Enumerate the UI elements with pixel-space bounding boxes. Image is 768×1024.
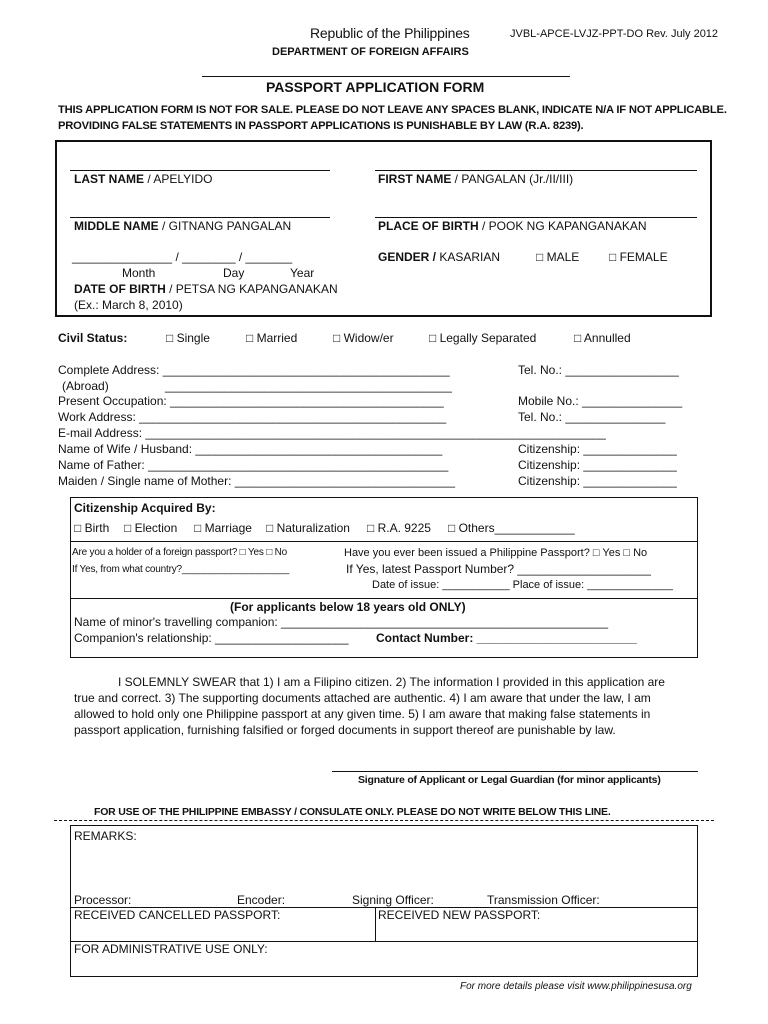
- mother-name-field[interactable]: Maiden / Single name of Mother: _________________________________: [58, 474, 455, 488]
- date-of-birth-example: (Ex.: March 8, 2010): [74, 298, 183, 312]
- date-of-birth-label: DATE OF BIRTH / PETSA NG KAPANGANAKAN: [74, 282, 338, 296]
- last-name-label: LAST NAME / APELYIDO: [74, 172, 213, 186]
- place-of-birth-line[interactable]: [375, 217, 697, 218]
- encoder-label: Encoder:: [237, 893, 286, 907]
- spouse-name-field[interactable]: Name of Wife / Husband: _____________________________________: [58, 442, 443, 456]
- contact-number-field[interactable]: Contact Number: ________________________: [376, 631, 637, 645]
- tel-no-field-1[interactable]: Tel. No.: _________________: [518, 363, 679, 377]
- oath-line-4: passport application, furnishing falsified or forged documents in support thereof are punishable by law.: [74, 723, 616, 737]
- minor-companion-field[interactable]: Name of minor's travelling companion: _________________________________________________: [74, 615, 609, 629]
- oath-line-2: true and correct. 3) The supporting documents attached are authentic. 4) I am aware that under the law, I am: [74, 691, 651, 705]
- married-checkbox[interactable]: □ Married: [246, 331, 298, 345]
- department-heading: DEPARTMENT OF FOREIGN AFFAIRS: [272, 46, 469, 58]
- work-address-field[interactable]: Work Address: ______________________________________________: [58, 410, 447, 424]
- remarks-label: REMARKS:: [74, 829, 137, 843]
- widower-checkbox[interactable]: □ Widow/er: [333, 331, 394, 345]
- document-code: JVBL-APCE-LVJZ-PPT-DO Rev. July 2012: [510, 28, 719, 40]
- date-of-birth-blanks[interactable]: _______________ / ________ / _______: [72, 250, 293, 264]
- processor-label: Processor:: [74, 893, 132, 907]
- month-label: Month: [122, 266, 156, 280]
- father-name-field[interactable]: Name of Father: _____________________________________________: [58, 458, 449, 472]
- signature-caption: Signature of Applicant or Legal Guardian (for minor applicants): [358, 774, 661, 786]
- office-vertical-divider: [375, 907, 376, 941]
- administrative-use-label: FOR ADMINISTRATIVE USE ONLY:: [74, 942, 268, 956]
- gender-label: GENDER / KASARIAN: [378, 250, 501, 264]
- place-of-birth-label: PLACE OF BIRTH / POOK NG KAPANGANAKAN: [378, 219, 647, 233]
- day-label: Day: [223, 266, 245, 280]
- year-label: Year: [290, 266, 315, 280]
- oath-line-1: I SOLEMNLY SWEAR that 1) I am a Filipino citizen. 2) The information I provided in this application are: [118, 675, 665, 689]
- occupation-field[interactable]: Present Occupation: _________________________________________: [58, 394, 444, 408]
- mother-citizenship-field[interactable]: Citizenship: ______________: [518, 474, 677, 488]
- signature-line[interactable]: [332, 771, 698, 772]
- election-checkbox[interactable]: □ Election: [124, 521, 178, 535]
- form-title: PASSPORT APPLICATION FORM: [266, 79, 485, 95]
- cut-line: [54, 820, 714, 821]
- father-citizenship-field[interactable]: Citizenship: ______________: [518, 458, 677, 472]
- transmission-officer-label: Transmission Officer:: [487, 893, 600, 907]
- civil-status-label: Civil Status:: [58, 331, 128, 345]
- annulled-checkbox[interactable]: □ Annulled: [574, 331, 631, 345]
- received-new-passport-label: RECEIVED NEW PASSPORT:: [378, 908, 541, 922]
- date-place-of-issue-field[interactable]: Date of issue: ___________ Place of issue: ______________: [372, 579, 673, 591]
- marriage-checkbox[interactable]: □ Marriage: [194, 521, 252, 535]
- minor-section-title: (For applicants below 18 years old ONLY): [230, 600, 466, 614]
- legally-separated-checkbox[interactable]: □ Legally Separated: [429, 331, 537, 345]
- citizenship-acquired-title: Citizenship Acquired By:: [74, 501, 216, 515]
- companion-relationship-field[interactable]: Companion's relationship: ____________________: [74, 631, 349, 645]
- male-checkbox[interactable]: □ MALE: [536, 250, 580, 264]
- abroad-label: (Abroad): [62, 379, 109, 393]
- last-name-line[interactable]: [70, 170, 330, 171]
- ra9225-checkbox[interactable]: □ R.A. 9225: [367, 521, 431, 535]
- office-use-notice: FOR USE OF THE PHILIPPINE EMBASSY / CONSULATE ONLY. PLEASE DO NOT WRITE BELOW THIS LINE.: [94, 806, 611, 818]
- minor-divider: [70, 598, 698, 599]
- foreign-country-field[interactable]: If Yes, from what country?____________________: [72, 564, 290, 575]
- single-checkbox[interactable]: □ Single: [166, 331, 210, 345]
- mobile-no-field[interactable]: Mobile No.: _______________: [518, 394, 683, 408]
- middle-name-line[interactable]: [70, 217, 330, 218]
- citizenship-divider: [70, 541, 698, 542]
- naturalization-checkbox[interactable]: □ Naturalization: [266, 521, 350, 535]
- first-name-label: FIRST NAME / PANGALAN (Jr./II/III): [378, 172, 574, 186]
- abroad-address-line[interactable]: ___________________________________________: [165, 379, 452, 393]
- title-rule: [202, 76, 570, 77]
- republic-heading: Republic of the Philippines: [310, 25, 470, 41]
- others-checkbox[interactable]: □ Others____________: [448, 521, 575, 535]
- email-field[interactable]: E-mail Address: _____________________________________________________________________: [58, 426, 606, 440]
- latest-passport-number-field[interactable]: If Yes, latest Passport Number? ____________________: [346, 562, 651, 576]
- footer-website-note: For more details please visit www.philippinesusa.org: [460, 981, 692, 992]
- first-name-line[interactable]: [375, 170, 697, 171]
- ph-passport-question[interactable]: Have you ever been issued a Philippine Passport? □ Yes □ No: [344, 547, 648, 559]
- signing-officer-label: Signing Officer:: [352, 893, 434, 907]
- notice-line-2: PROVIDING FALSE STATEMENTS IN PASSPORT APPLICATIONS IS PUNISHABLE BY LAW (R.A. 8239).: [58, 120, 584, 132]
- spouse-citizenship-field[interactable]: Citizenship: ______________: [518, 442, 677, 456]
- birth-checkbox[interactable]: □ Birth: [74, 521, 110, 535]
- foreign-passport-question[interactable]: Are you a holder of a foreign passport? □ Yes □ No: [72, 547, 287, 558]
- female-checkbox[interactable]: □ FEMALE: [609, 250, 668, 264]
- received-cancelled-passport-label: RECEIVED CANCELLED PASSPORT:: [74, 908, 281, 922]
- complete-address-field[interactable]: Complete Address: ___________________________________________: [58, 363, 450, 377]
- notice-line-1: THIS APPLICATION FORM IS NOT FOR SALE. PLEASE DO NOT LEAVE ANY SPACES BLANK, INDICATE N/A IF NOT APPLICABLE.: [58, 104, 727, 116]
- tel-no-field-2[interactable]: Tel. No.: _______________: [518, 410, 666, 424]
- oath-line-3: allowed to hold only one Philippine passport at any given time. 5) I am aware that making false statements in: [74, 707, 651, 721]
- middle-name-label: MIDDLE NAME / GITNANG PANGALAN: [74, 219, 292, 233]
